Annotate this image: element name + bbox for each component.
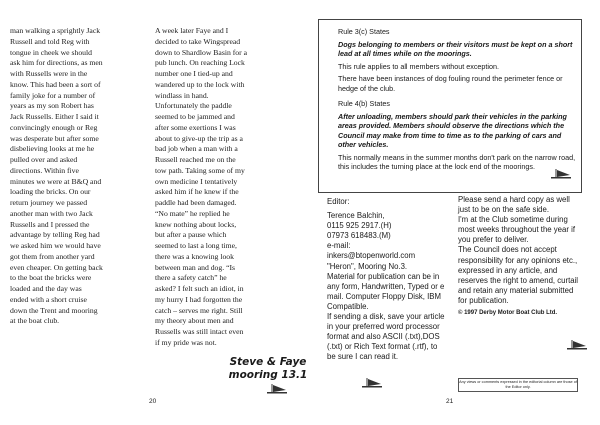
club-times-note: I'm at the Club sometime during most weeks throughout the year if you prefer to deliver. [458,215,576,245]
rule-3c-title: Rule 3(c) States [338,27,390,36]
email-label: e-mail: [327,241,351,251]
signature-mooring: mooring 13.1 [228,369,308,381]
boat-icon [266,383,288,395]
left-story-column [10,26,144,327]
hard-copy-note: Please send a hard copy as well just to be on the safe side. [458,195,570,215]
boat-icon [566,339,588,351]
editor-phone-home: 0115 925 2917.(H) [327,221,392,231]
material-info: Material for publication can be in any form, Handwritten, Typed or e mail. Computer Floppy Disk, IBM Compatible. [327,271,445,311]
submission-notes-column [458,195,583,318]
copyright-notice: © 1997 Derby Motor Boat Club Ltd. [458,310,558,317]
story-paragraph-middle: A week later Faye and I decided to take Wingspread down to Shardlow Basin for a pub lunch. On reaching Lock number one I tied-up and wandered up to the lock with windlass in hand. Unfortunately the paddle seemed to be jammed and after some exertions I was about to give-up the trip as a bad job when a man with a Russell reached me on the tow path. Taking some of my own medicine I tentatively asked him if he knew if the paddle had been damaged. “No mate” he replied he knew nothing about locks, but after a pause which seemed to last a long time, there was a knowing look between man and dog. “Is there a safety catch” he asked? I felt such an idiot, in my hurry I had forgotten the catch – serves me right. Still my theory about men and Russells was still intact even if my pride was not. [155,26,248,347]
signature-names: Steve & Faye [229,356,307,368]
editor-label: Editor: [327,197,350,206]
editor-address: "Heron", Mooring No.3. [327,261,408,271]
boat-icon [550,168,572,180]
rule-4b-text: After unloading, members should park their vehicles in the parking areas provided. Members should observe the directions which the Council may make from time to time as to the parking of cars and other vehicles. [338,111,567,149]
middle-story-column [155,26,295,349]
disk-info: If sending a disk, save your article in your preferred word processor format and also ASCII (.txt),DOS (.txt) or Rich Text format (.rtf), to be sure I can read it. [327,312,445,362]
boat-icon [361,377,383,389]
editorial-disclaimer: Any views or comments expressed in the editorial column are those of the Editor only. [458,378,578,392]
rule-3c-block [326,27,576,93]
rule-3c-note: There have been instances of dog fouling round the perimeter fence or hedge of the club. [338,74,563,93]
editor-contact-column [327,197,445,363]
rule-3c-applies: This rule applies to all members without exception. [338,61,499,71]
rule-4b-block [326,99,576,172]
signature [222,356,314,382]
editor-email: inkers@btopenworld.com [327,251,416,261]
page-number-left: 20 [149,398,157,405]
council-disclaimer: The Council does not accept responsibility for any opinions etc., expressed in any article, and reserves the right to amend, curtail and retain any material submitted for publication. [458,245,579,305]
story-paragraph-left: man walking a sprightly Jack Russell and told Reg with tongue in cheek we should ask him for directions, as men with Russells were in the know. This had been a sort of family joke for a number of years as my son Robert has Jack Russells. Either I said it convincingly enough or Reg was desperate but after some disbelieving looks at me he pulled over and asked directions. Within five minutes we were at B&Q and loading the bricks. On our return journey we passed another man with two Jack Russells and I pressed the advantage by telling Reg had we asked him we would have got them from another yard even cheaper. On getting back to the boat the bricks were loaded and the day was ended with a short cruise down the Trent and mooring at the boat club. [10,26,103,326]
rule-3c-text: Dogs belonging to members or their visitors must be kept on a short lead at all times while on the moorings. [338,39,573,58]
rule-4b-note: This normally means in the summer months don't park on the narrow road, this includes the turning place at the lock end of the moorings. [338,152,576,171]
editor-phone-mobile: 07973 618483.(M) [327,231,391,241]
editor-name: Terence Balchin, [327,211,385,221]
rule-4b-title: Rule 4(b) States [338,99,390,108]
page-number-right: 21 [446,398,454,405]
